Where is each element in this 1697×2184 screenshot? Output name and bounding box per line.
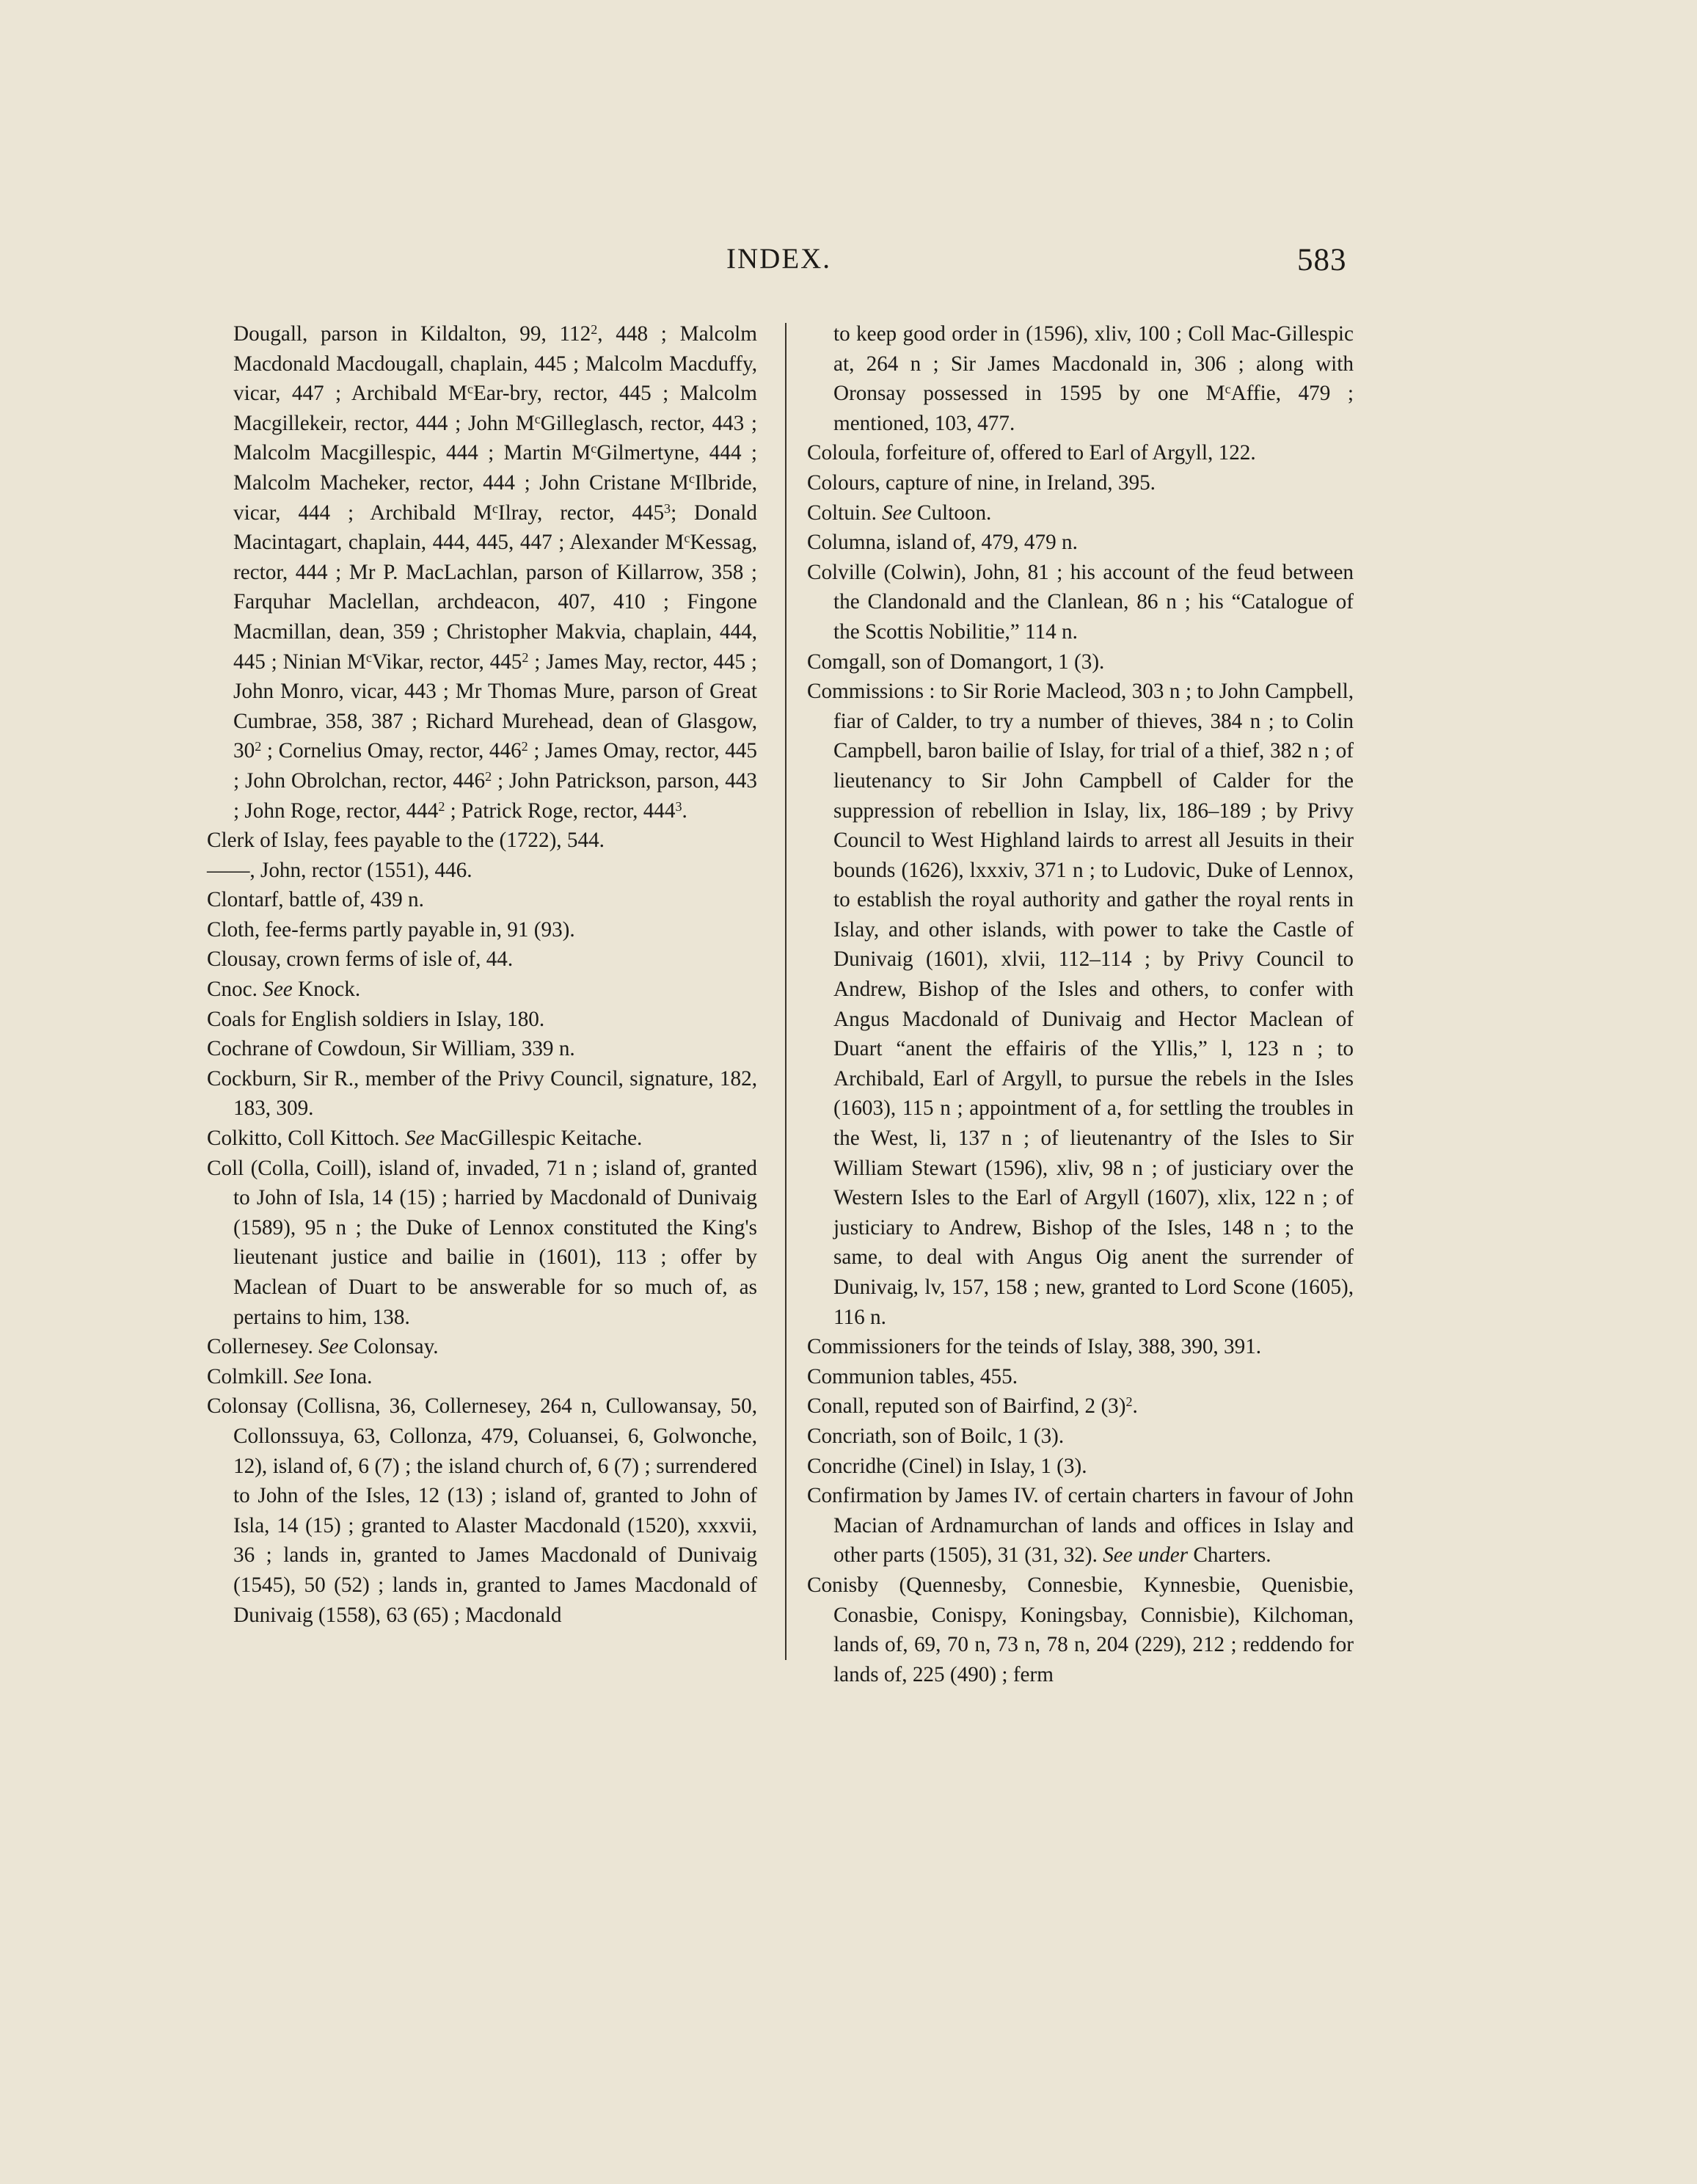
entry-cross-reference: See under <box>1103 1543 1189 1568</box>
entry-text: Ear-bry, rector, 445 ; Malcolm Macgillekeir, rector, 444 ; John M <box>233 382 757 435</box>
entry-text: ; Donald Macintagart, chaplain, 444, 445, 447 ; Alexander M <box>233 500 757 555</box>
entry-text: MacGillespic Keitache. <box>434 1126 643 1151</box>
entry-cross-reference: See <box>293 1364 324 1388</box>
entry-superscript: c <box>591 441 597 456</box>
index-entry <box>207 1005 757 1035</box>
index-entry <box>207 915 757 945</box>
index-entry <box>807 1391 1354 1422</box>
entry-text: ; Cornelius Omay, rector, 446 <box>261 739 522 763</box>
index-entry <box>807 677 1354 1332</box>
entry-text: Commissioners for the teinds of Islay, 388, 390, 391. <box>807 1335 1262 1359</box>
entry-text: Kessag, rector, 444 ; Mr P. MacLachlan, parson of Killarrow, 358 ; Farquhar Maclellan, archdeacon, 407, 410 ; Fingone Macmillan, dean, 359 ; Christopher Makvia, chaplain, 444, 445 ; Ninian M <box>233 531 757 674</box>
entry-text: . <box>682 798 687 823</box>
index-entry <box>807 1362 1354 1392</box>
entry-text: Vikar, rector, 445 <box>371 649 522 674</box>
index-entry <box>207 1391 757 1630</box>
entry-text: Colmkill. <box>207 1364 294 1388</box>
entry-text: Conall, reputed son of Bairfind, 2 (3) <box>807 1394 1126 1419</box>
entry-superscript: 3 <box>664 500 671 516</box>
index-entry <box>807 1452 1354 1482</box>
index-entry <box>807 1570 1354 1689</box>
entry-superscript: 2 <box>591 321 598 337</box>
entry-text: Gilleglasch, rector, 443 ; Malcolm Macgillespic, 444 ; Martin M <box>233 411 758 465</box>
index-entry <box>807 468 1354 498</box>
entry-text: Colville (Colwin), John, 81 ; his account of the feud between the Clandonald and the Clanlean, 86 n ; his “Catalogue of the Scottis Nobilitie,” 114 n. <box>807 560 1354 644</box>
entry-superscript: 2 <box>1125 1394 1133 1410</box>
index-entry <box>207 1034 757 1064</box>
index-entry <box>207 856 757 886</box>
entry-text: Knock. <box>292 978 361 1002</box>
entry-text: Clerk of Islay, fees payable to the (1722), 544. <box>207 829 605 853</box>
entry-superscript: c <box>688 470 695 486</box>
entry-text: Comgall, son of Domangort, 1 (3). <box>807 649 1105 674</box>
index-entry <box>807 647 1354 677</box>
entry-text: Cochrane of Cowdoun, Sir William, 339 n. <box>207 1037 575 1061</box>
entry-superscript: c <box>467 382 474 397</box>
index-entry <box>207 944 757 975</box>
entry-text: Columna, island of, 479, 479 n. <box>807 531 1078 555</box>
index-entry <box>807 1422 1354 1452</box>
index-entry <box>807 438 1354 468</box>
entry-text: Coals for English soldiers in Islay, 180. <box>207 1007 545 1031</box>
index-entry <box>807 498 1354 528</box>
entry-text: Clousay, crown ferms of isle of, 44. <box>207 947 514 972</box>
entry-text: Commissions : to Sir Rorie Macleod, 303 n ; to John Campbell, fiar of Calder, to try a number of thieves, 384 n ; to Colin Campbell, baron bailie of Islay, for trial of a thief, 382 n ; of lieutenancy to Sir John Campbell of Calder for the suppression of rebellion in Islay, lix, 186–189 ; by Privy Council to West Highland lairds to arrest all Jesuits in their bounds (1626), lxxxiv, 371 n ; to Ludovic, Duke of Lennox, to establish the royal authority and gather the royal rents in Islay, and other islands, with power to take the Castle of Dunivaig (1601), xlvii, 112–114 ; by Privy Council to Andrew, Bishop of the Isles and others, to confer with Angus Macdonald of Dunivaig and Hector Maclean of Duart “anent the effairis of the Yllis,” l, 123 n ; to Archibald, Earl of Argyll, to pursue the rebels in the Isles (1603), 115 n ; appointment of a, for settling the troubles in the West, li, 137 n ; of lieutenantry of the Isles to Sir William Stewart (1596), xliv, 98 n ; of justiciary over the Western Isles to the Earl of Argyll (1607), xlix, 122 n ; of justiciary to Andrew, Bishop of the Isles, 148 n ; to the same, to deal with Angus Oig anent the surrender of Dunivaig, lv, 157, 158 ; new, granted to Lord Scone (1605), 116 n. <box>807 680 1354 1329</box>
entry-text: to keep good order in (1596), xliv, 100 ; Coll Mac-Gillespic at, 264 n ; Sir James Macdonald in, 306 ; along with Oronsay possessed in 1595 by one M <box>833 322 1354 406</box>
entry-text: Charters. <box>1188 1543 1271 1568</box>
page-number: 583 <box>1297 243 1347 277</box>
entry-superscript: 3 <box>675 798 682 814</box>
entry-cross-reference: See <box>318 1335 348 1359</box>
index-column-right <box>807 319 1354 1689</box>
entry-superscript: 2 <box>485 768 492 784</box>
entry-superscript: c <box>684 531 690 546</box>
entry-text: Coloula, forfeiture of, offered to Earl of Argyll, 122. <box>807 441 1256 465</box>
index-entry <box>207 1362 757 1392</box>
index-column-left <box>207 319 757 1630</box>
entry-superscript: 2 <box>521 739 528 754</box>
entry-text: , 448 ; Malcolm Macdonald Macdougall, chaplain, 445 ; Malcolm Macduffy, vicar, 447 ; Archibald M <box>233 322 757 406</box>
page-header <box>0 242 1697 286</box>
entry-cross-reference: See <box>882 500 912 525</box>
entry-superscript: c <box>365 649 372 665</box>
entry-text: ; James Omay, rector, 445 ; John Obrolchan, rector, 446 <box>233 739 757 793</box>
index-entry <box>807 1481 1354 1570</box>
index-entry <box>207 1124 757 1154</box>
entry-text: Coltuin. <box>807 500 883 525</box>
entry-text: Cockburn, Sir R., member of the Privy Council, signature, 182, 183, 309. <box>207 1066 757 1121</box>
entry-text: Concriath, son of Boilc, 1 (3). <box>807 1424 1065 1448</box>
entry-text: Confirmation by James IV. of certain charters in favour of John Macian of Ardnamurchan of lands and offices in Islay and other parts (1505), 31 (31, 32). <box>807 1484 1354 1568</box>
entry-text: ; John Patrickson, parson, 443 ; John Roge, rector, 444 <box>233 768 757 823</box>
entry-text: Colkitto, Coll Kittoch. <box>207 1126 405 1151</box>
entry-text: Gilmertyne, 444 ; Malcolm Macheker, rector, 444 ; John Cristane M <box>233 441 757 495</box>
entry-text: Concridhe (Cinel) in Islay, 1 (3). <box>807 1454 1087 1478</box>
entry-text: Cultoon. <box>911 500 992 525</box>
entry-cross-reference: See <box>263 978 293 1002</box>
entry-text: ——, John, rector (1551), 446. <box>207 858 472 882</box>
entry-text: Clontarf, battle of, 439 n. <box>207 888 424 912</box>
entry-text: Dougall, parson in Kildalton, 99, 112 <box>233 322 591 346</box>
index-entry <box>807 528 1354 558</box>
entry-superscript: 2 <box>255 739 262 754</box>
entry-text: Affie, 479 ; mentioned, 103, 477. <box>833 382 1354 435</box>
entry-text: ; Patrick Roge, rector, 444 <box>445 798 676 823</box>
entry-text: Iona. <box>323 1364 373 1388</box>
entry-superscript: c <box>534 411 541 426</box>
index-entry <box>207 975 757 1005</box>
entry-text: Colonsay. <box>348 1335 439 1359</box>
entry-text: Colours, capture of nine, in Ireland, 395. <box>807 470 1156 495</box>
index-entry-continuation <box>807 319 1354 438</box>
index-entry <box>207 826 757 856</box>
index-entry <box>207 885 757 915</box>
index-entry <box>207 1332 757 1362</box>
entry-text: ; James May, rector, 445 ; John Monro, vicar, 443 ; Mr Thomas Mure, parson of Great Cumbrae, 358, 387 ; Richard Murehead, dean of Glasgow, 30 <box>233 649 757 763</box>
entry-cross-reference: See <box>405 1126 435 1151</box>
entry-superscript: c <box>1225 382 1231 397</box>
index-entry <box>807 1332 1354 1362</box>
entry-text: Ilbride, vicar, 444 ; Archibald M <box>233 470 757 525</box>
index-entry <box>807 558 1354 647</box>
entry-text: Conisby (Quennesby, Connesbie, Kynnesbie, Quenisbie, Conasbie, Conispy, Koningsbay, Connisbie), Kilchoman, lands of, 69, 70 n, 73 n, 78 n, 204 (229), 212 ; reddendo for lands of, 225 (490) ; ferm <box>807 1573 1354 1686</box>
entry-text: . <box>1132 1394 1138 1419</box>
entry-text: Communion tables, 455. <box>807 1364 1018 1388</box>
entry-superscript: 2 <box>522 649 529 665</box>
entry-superscript: 2 <box>438 798 445 814</box>
index-entry <box>207 1064 757 1124</box>
entry-text: Coll (Colla, Coill), island of, invaded, 71 n ; island of, granted to John of Isla, 14 (15) ; harried by Macdonald of Dunivaig (1589), 95 n ; the Duke of Lennox constituted the King's lieutenant justice and bailie in (1601), 113 ; offer by Maclean of Duart to be answerable for so much of, as pertains to him, 138. <box>207 1156 757 1329</box>
index-entry-continuation <box>207 319 757 826</box>
entry-text: Colonsay (Collisna, 36, Collernesey, 264 n, Cullowansay, 50, Collonssuya, 63, Collonza, 479, Coluansei, 6, Golwonche, 12), island of, 6 (7) ; the island church of, 6 (7) ; surrendered to John of the Isles, 12 (13) ; island of, granted to John of Isla, 14 (15) ; granted to Alaster Macdonald (1520), xxxvii, 36 ; lands in, granted to James Macdonald of Dunivaig (1545), 50 (52) ; lands in, granted to James Macdonald of Dunivaig (1558), 63 (65) ; Macdonald <box>207 1394 757 1627</box>
column-divider <box>785 323 787 1660</box>
entry-superscript: c <box>492 500 498 516</box>
running-title: INDEX. <box>726 243 832 274</box>
entry-text: Collernesey. <box>207 1335 319 1359</box>
entry-text: Cnoc. <box>207 978 263 1002</box>
entry-text: Ilray, rector, 445 <box>497 500 665 525</box>
entry-text: Cloth, fee-ferms partly payable in, 91 (93). <box>207 917 575 942</box>
index-entry <box>207 1154 757 1333</box>
